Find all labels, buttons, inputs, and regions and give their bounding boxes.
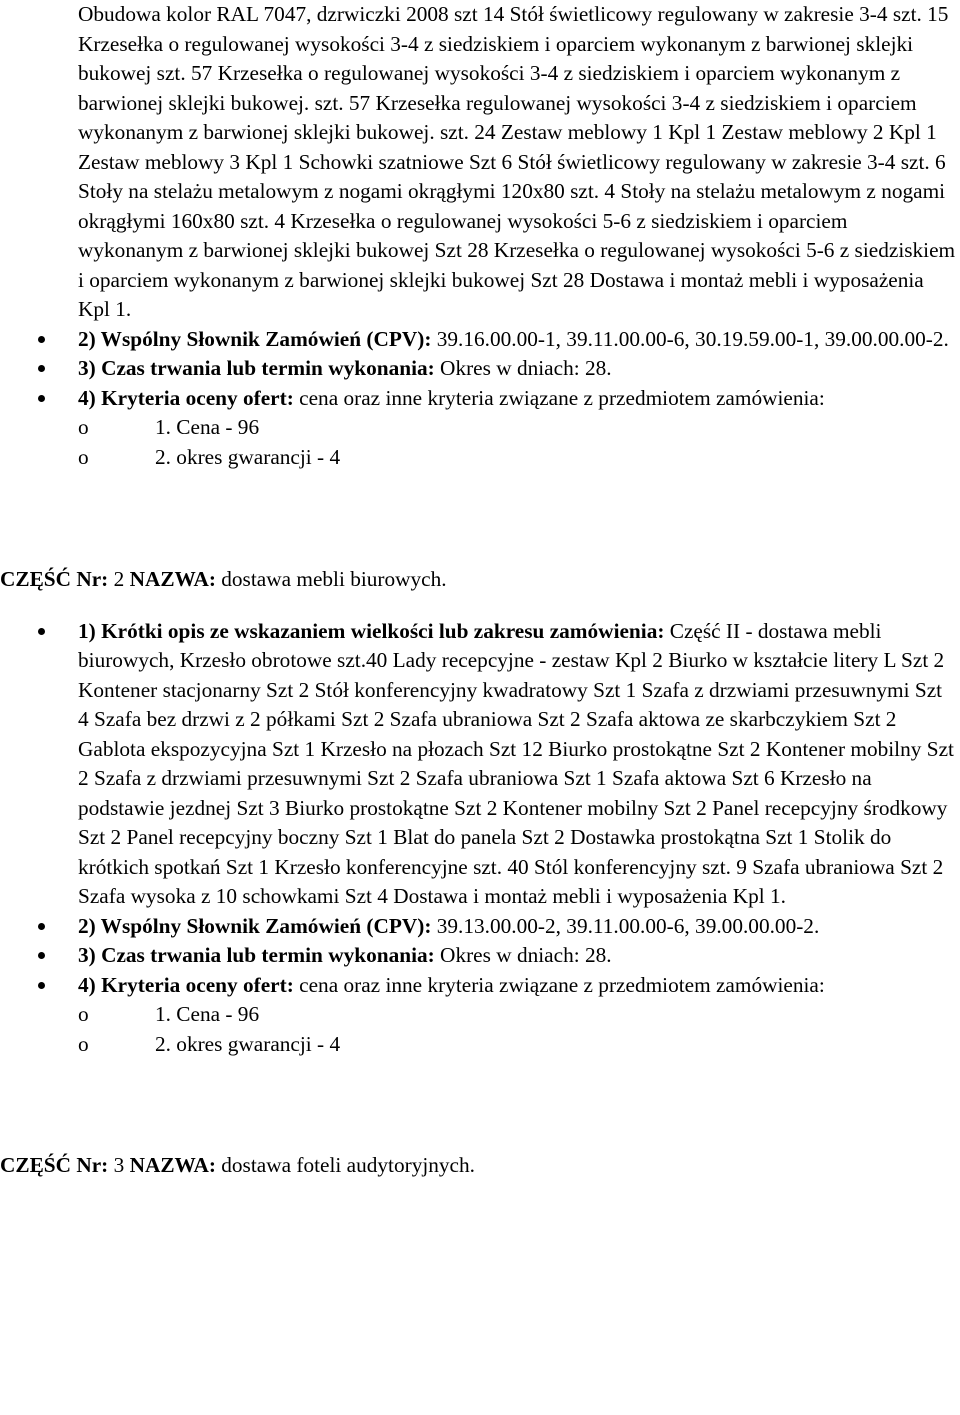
part2-list xyxy=(0,617,960,1060)
part3-heading-number: 3 xyxy=(108,1153,130,1177)
bullet-icon xyxy=(38,395,45,402)
circle-bullet-icon: o xyxy=(78,1031,89,1056)
circle-bullet-icon: o xyxy=(78,444,89,469)
part1-cpv-value: 39.16.00.00-1, 39.11.00.00-6, 30.19.59.00-1, 39.00.00.00-2. xyxy=(431,326,949,351)
part1-criteria-value: cena oraz inne kryteria związane z przedmiotem zamówienia: xyxy=(293,385,825,410)
part1-criteria-item xyxy=(0,384,960,473)
part2-duration-label: 3) Czas trwania lub termin wykonania: xyxy=(78,943,435,967)
part2-cpv-item xyxy=(0,912,960,942)
part2-duration-item xyxy=(0,941,960,971)
part2-criteria-label: 4) Kryteria oceny ofert: xyxy=(78,972,294,997)
part1-criteria-price: 1. Cena - 96 xyxy=(155,415,260,439)
part1-criteria-subitem xyxy=(0,413,956,443)
part2-desc-value: Część II - dostawa mebli biurowych, Krzesło obrotowe szt.40 Lady recepcyjne - zestaw Kpl 2 Biurko w kształcie litery L Szt 2 Kontener stacjonarny Szt 2 Stół konferencyjny kwadratowy Szt 1 Szafa z drzwiami przesuwnymi Szt 4 Szafa bez drzwi z 2 półkami Szt 2 Szafa ubraniowa Szt 2 Szafa aktowa ze skarbczykiem Szt 2 Gablota ekspozycyjna Szt 1 Krzesło na płozach Szt 12 Biurko prostokątne Szt 2 Kontener mobilny Szt 2 Szafa z drzwiami przesuwnymi Szt 2 Szafa ubraniowa Szt 1 Szafa aktowa Szt 6 Krzesło na podstawie jezdnej Szt 3 Biurko prostokątne Szt 2 Kontener mobilny Szt 2 Panel recepcyjny środkowy Szt 2 Panel recepcyjny boczny Szt 1 Blat do panela Szt 2 Dostawka prostokątna Szt 1 Stolik do krótkich spotkań Szt 1 Krzesło konferencyjne szt. 40 Stól konferencyjny szt. 9 Szafa ubraniowa Szt 2 Szafa wysoka z 10 schowkami Szt 4 Dostawa i montaż mebli i wyposażenia Kpl 1. xyxy=(78,618,954,908)
bullet-icon xyxy=(38,336,45,343)
part3-heading-label: CZĘŚĆ Nr: xyxy=(0,1153,109,1177)
part2-cpv-label: 2) Wspólny Słownik Zamówień (CPV): xyxy=(78,913,432,938)
bullet-icon xyxy=(38,952,45,959)
part1-duration-value: Okres w dniach: 28. xyxy=(434,356,612,380)
circle-bullet-icon: o xyxy=(78,1002,89,1026)
part2-criteria-sublist xyxy=(0,1000,956,1059)
part2-desc-label: 1) Krótki opis ze wskazaniem wielkości lub zakresu zamówienia: xyxy=(78,618,665,643)
spacer xyxy=(0,1059,960,1151)
spacer xyxy=(0,595,960,617)
part1-duration-item xyxy=(0,354,960,384)
part1-list xyxy=(0,325,960,473)
bullet-icon xyxy=(38,365,45,372)
spacer xyxy=(0,472,960,565)
part1-criteria-label: 4) Kryteria oceny ofert: xyxy=(78,385,294,410)
part2-heading-number: 2 xyxy=(108,567,130,591)
part1-cpv-label: 2) Wspólny Słownik Zamówień (CPV): xyxy=(78,326,432,351)
circle-bullet-icon: o xyxy=(78,415,89,439)
part1-criteria-subitem xyxy=(0,443,956,473)
part1-criteria-warranty: 2. okres gwarancji - 4 xyxy=(155,444,341,469)
part1-duration-label: 3) Czas trwania lub termin wykonania: xyxy=(78,356,435,380)
part2-duration-value: Okres w dniach: 28. xyxy=(434,943,612,967)
bullet-icon xyxy=(38,923,45,930)
part3-heading xyxy=(0,1151,960,1181)
part2-criteria-item xyxy=(0,971,960,1060)
part2-heading xyxy=(0,565,960,595)
part1-criteria-sublist xyxy=(0,413,956,472)
part2-cpv-value: 39.13.00.00-2, 39.11.00.00-6, 39.00.00.00-2. xyxy=(431,913,820,938)
part2-criteria-subitem xyxy=(0,1000,956,1030)
part2-criteria-subitem xyxy=(0,1030,956,1060)
intro-paragraph: Obudowa kolor RAL 7047, dzrwiczki 2008 szt 14 Stół świetlicowy regulowany w zakresie 3-4 szt. 15 Krzesełka o regulowanej wysokości 3-4 z siedziskiem i oparciem wykonanym z barwionej sklejki bukowej szt. 57 Krzesełka o regulowanej wysokości 3-4 z siedziskiem i oparciem wykonanym z barwionej sklejki bukowej. szt. 57 Krzesełka regulowanej wysokości 3-4 z siedziskiem i oparciem wykonanym z barwionej sklejki bukowej. szt. 24 Zestaw meblowy 1 Kpl 1 Zestaw meblowy 2 Kpl 1 Zestaw meblowy 3 Kpl 1 Schowki szatniowe Szt 6 Stół świetlicowy regulowany w zakresie 3-4 szt. 6 Stoły na stelażu metalowym z nogami okrągłymi 120x80 szt. 4 Stoły na stelażu metalowym z nogami okrągłymi 160x80 szt. 4 Krzesełka o regulowanej wysokości 5-6 z siedziskiem i oparciem wykonanym z barwionej sklejki bukowej Szt 28 Krzesełka o regulowanej wysokości 5-6 z siedziskiem i oparciem wykonanym z barwionej sklejki bukowej Szt 28 Dostawa i montaż mebli i wyposażenia Kpl 1. xyxy=(78,2,956,321)
bullet-icon xyxy=(38,628,45,635)
bullet-icon xyxy=(38,982,45,989)
part2-criteria-value: cena oraz inne kryteria związane z przedmiotem zamówienia: xyxy=(293,972,825,997)
part3-heading-name-value: dostawa foteli audytoryjnych. xyxy=(215,1153,475,1177)
part3-heading-name-label: NAZWA: xyxy=(129,1153,216,1177)
part2-heading-name-label: NAZWA: xyxy=(129,567,216,591)
part2-heading-name-value: dostawa mebli biurowych. xyxy=(215,567,447,591)
part2-desc-item xyxy=(0,617,960,912)
part2-criteria-price: 1. Cena - 96 xyxy=(155,1002,260,1026)
part2-criteria-warranty: 2. okres gwarancji - 4 xyxy=(155,1031,341,1056)
part2-heading-label: CZĘŚĆ Nr: xyxy=(0,567,109,591)
part1-cpv-item xyxy=(0,325,960,355)
